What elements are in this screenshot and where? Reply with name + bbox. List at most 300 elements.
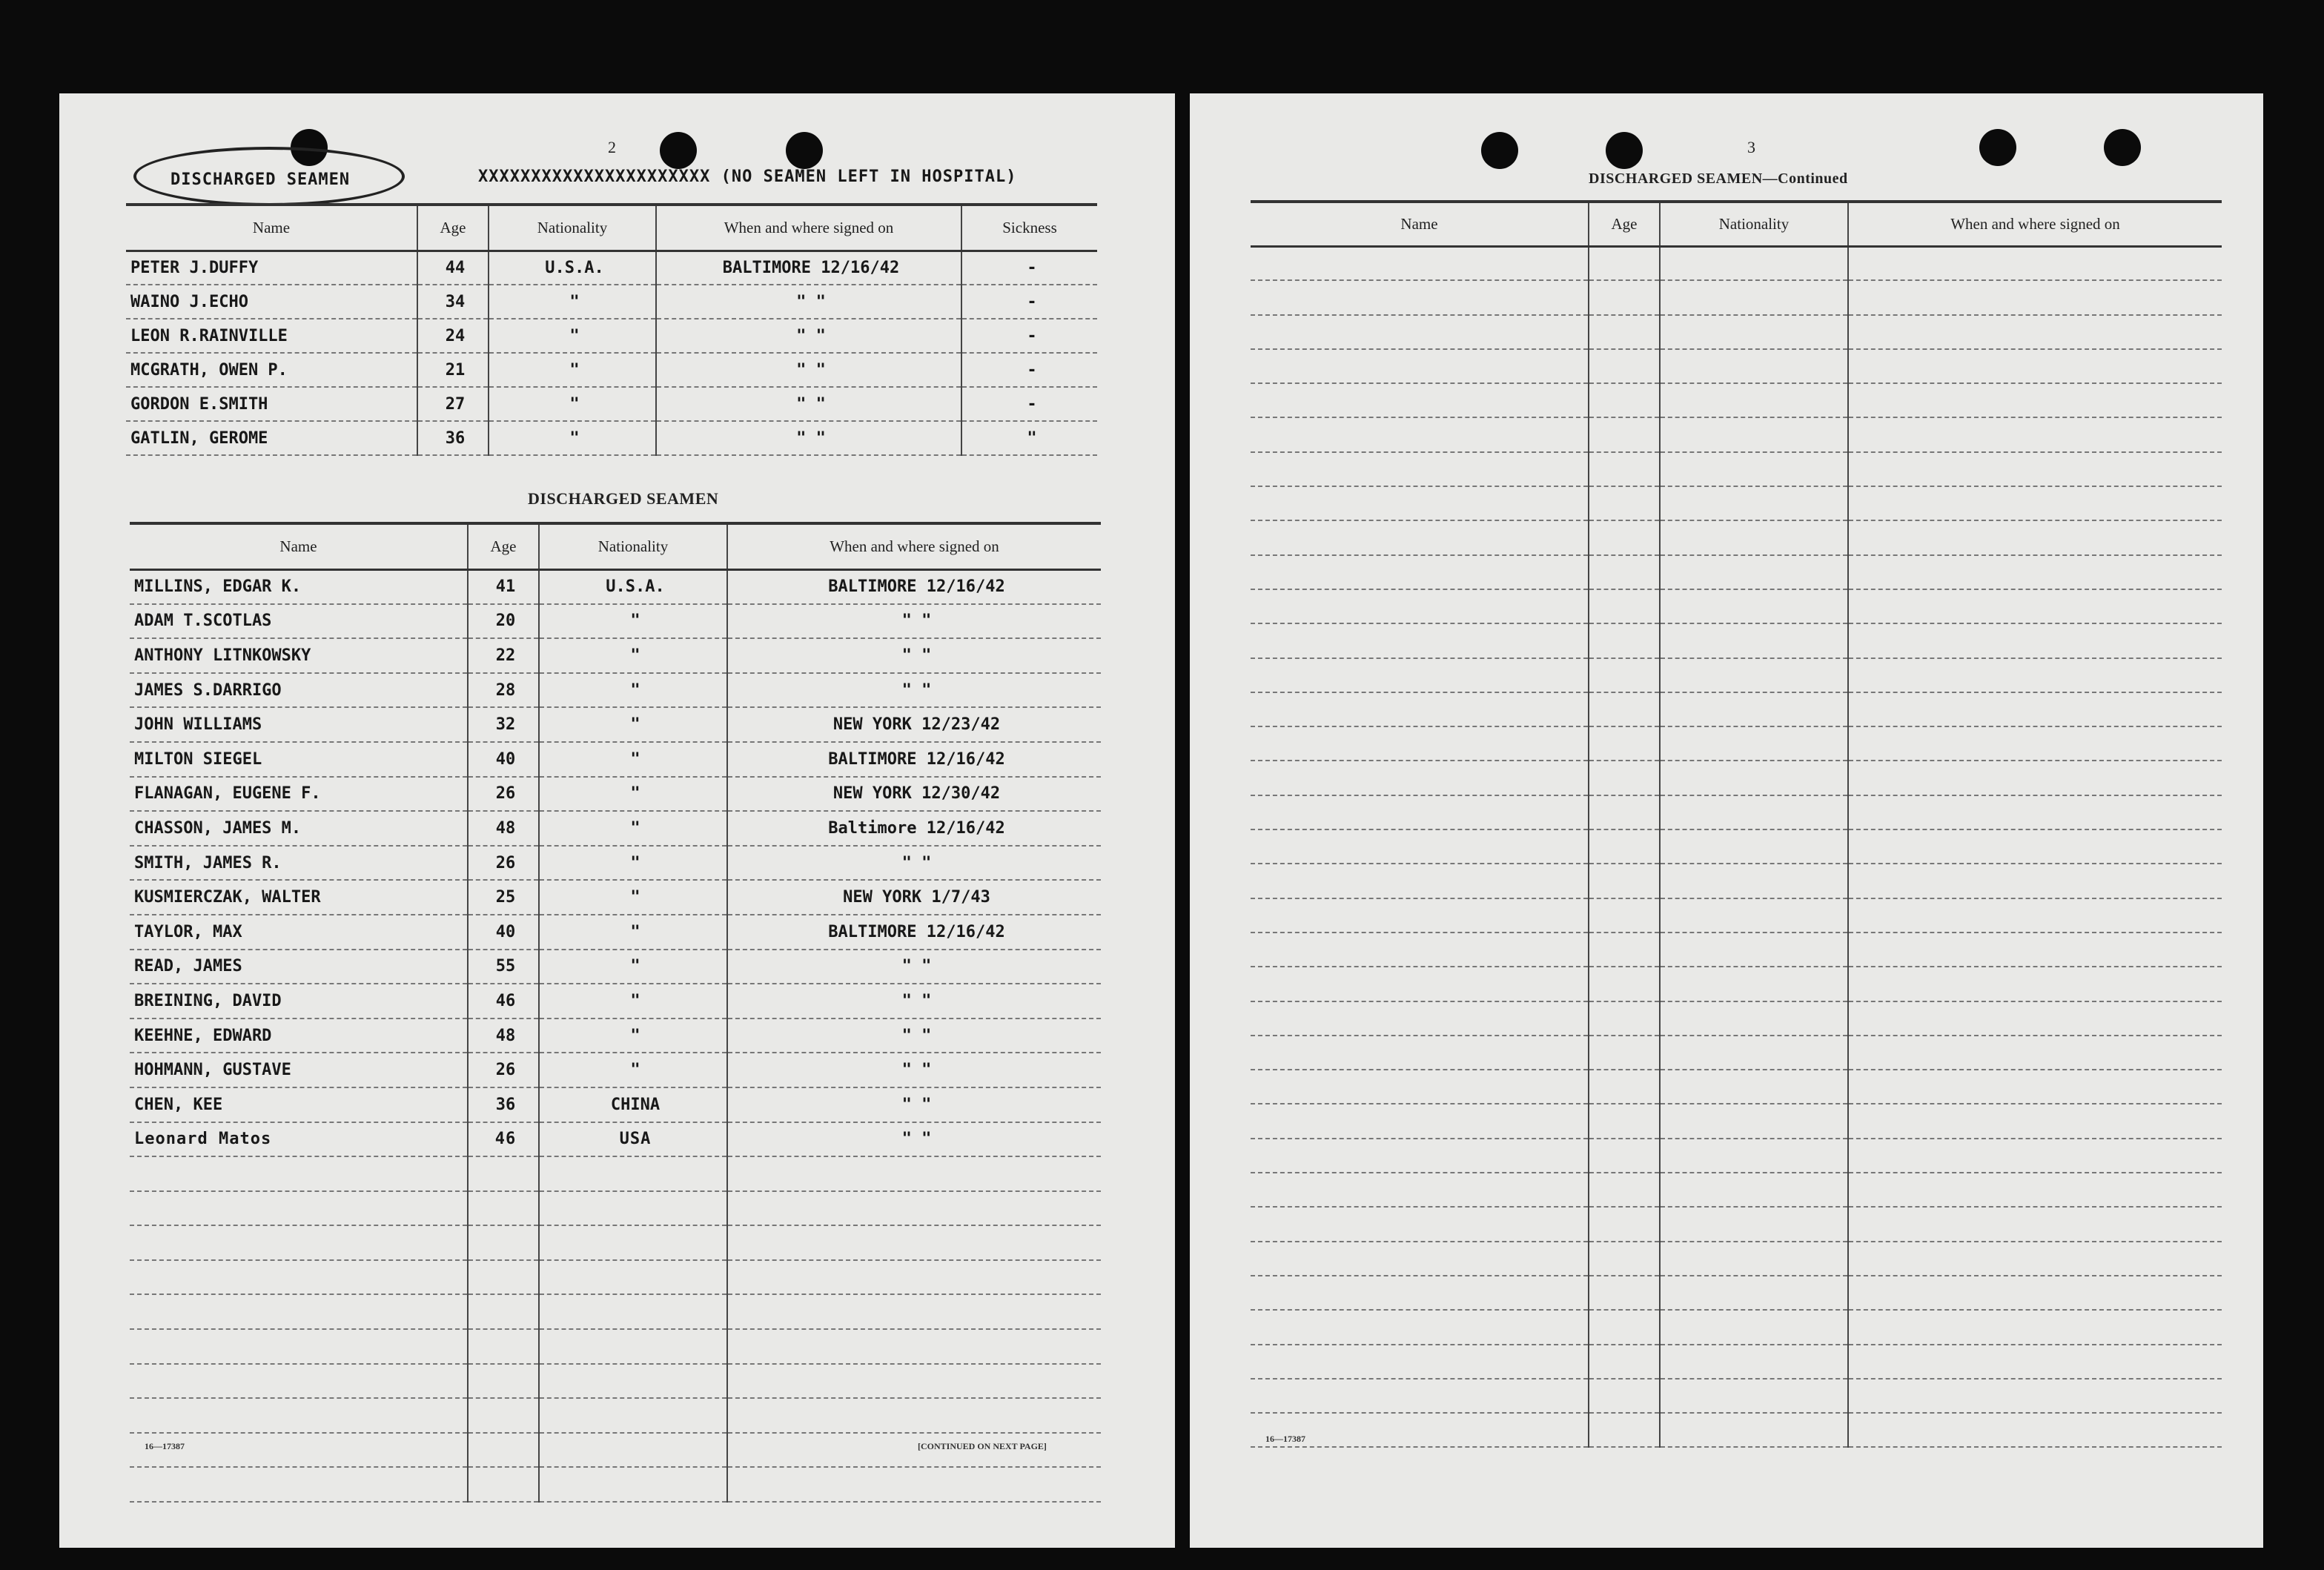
table-cell: [1589, 1310, 1660, 1344]
table-cell: BALTIMORE 12/16/42: [727, 915, 1101, 950]
table-cell: 24: [417, 319, 489, 353]
table-cell: " ": [656, 387, 961, 421]
table-cell: [1251, 864, 1589, 898]
table-row: [1251, 315, 2222, 349]
table-cell: ": [539, 707, 727, 742]
table-cell: [1848, 486, 2222, 520]
table-cell: [1660, 555, 1848, 589]
table-cell: [1660, 761, 1848, 795]
table-cell: [1660, 1413, 1848, 1447]
table-row: [1251, 829, 2222, 864]
table-cell: [1589, 933, 1660, 967]
table-cell: [1589, 520, 1660, 554]
table-cell: [1251, 1104, 1589, 1138]
table-cell: MCGRATH, OWEN P.: [126, 353, 417, 387]
table-cell: [1589, 658, 1660, 692]
table-row: [1251, 1139, 2222, 1173]
punch-hole: [786, 132, 823, 169]
table-row: [130, 1294, 1101, 1329]
right-page: [1190, 93, 2263, 1548]
table-row: [1251, 349, 2222, 383]
table-cell: SMITH, JAMES R.: [130, 846, 468, 881]
table-cell: [1251, 452, 1589, 486]
table-cell: [1251, 417, 1589, 451]
table-cell: [468, 1191, 539, 1226]
table-cell: 55: [468, 950, 539, 984]
hospital-table: [126, 203, 1097, 456]
table-row: [130, 742, 1101, 777]
table-cell: [539, 1294, 727, 1329]
table-cell: [1660, 417, 1848, 451]
table-cell: " ": [727, 984, 1101, 1018]
table-cell: ": [539, 638, 727, 673]
table-cell: [1589, 1139, 1660, 1173]
table-cell: [539, 1191, 727, 1226]
table-cell: 27: [417, 387, 489, 421]
table-cell: [1251, 1207, 1589, 1241]
table-row: [130, 1191, 1101, 1226]
table-cell: [1251, 1345, 1589, 1379]
table-cell: [1660, 933, 1848, 967]
table-cell: [1848, 829, 2222, 864]
table-cell: [468, 1364, 539, 1399]
discharged-table: [130, 522, 1101, 1503]
table-row: [1251, 623, 2222, 658]
table-cell: " ": [727, 950, 1101, 984]
table-cell: [1848, 1070, 2222, 1104]
table-cell: [1660, 898, 1848, 933]
table-cell: [727, 1225, 1101, 1260]
table-cell: [1848, 1173, 2222, 1207]
page-number: 3: [1747, 138, 1755, 156]
table-cell: [1660, 452, 1848, 486]
table-row: [1251, 726, 2222, 761]
table-cell: ": [539, 811, 727, 846]
table-cell: ": [489, 285, 656, 319]
table-cell: [1589, 1104, 1660, 1138]
table-cell: [1251, 1276, 1589, 1310]
table-cell: [539, 1364, 727, 1399]
table-cell: ": [539, 604, 727, 639]
table-cell: JOHN WILLIAMS: [130, 707, 468, 742]
table-cell: LEON R.RAINVILLE: [126, 319, 417, 353]
table-cell: [1848, 555, 2222, 589]
table-row: [1251, 1001, 2222, 1036]
table-cell: [130, 1467, 468, 1502]
table-row: [130, 707, 1101, 742]
table-cell: [1589, 246, 1660, 280]
table-cell: [1251, 623, 1589, 658]
table-cell: [727, 1329, 1101, 1364]
table-cell: NEW YORK 12/23/42: [727, 707, 1101, 742]
table-cell: 20: [468, 604, 539, 639]
section-title: DISCHARGED SEAMEN: [528, 489, 719, 508]
table-cell: U.S.A.: [539, 569, 727, 604]
left-page: [59, 93, 1175, 1548]
table-cell: ": [489, 319, 656, 353]
table-cell: NEW YORK 12/30/42: [727, 777, 1101, 812]
table-cell: [1660, 1242, 1848, 1276]
table-cell: " ": [727, 638, 1101, 673]
continued-table: [1251, 200, 2222, 1448]
table-cell: [1589, 1173, 1660, 1207]
table-cell: [1589, 555, 1660, 589]
table-cell: [1660, 246, 1848, 280]
table-cell: [1660, 315, 1848, 349]
table-cell: GORDON E.SMITH: [126, 387, 417, 421]
table-cell: -: [961, 251, 1097, 285]
table-cell: 26: [468, 846, 539, 881]
table-cell: ": [539, 742, 727, 777]
table-cell: [130, 1260, 468, 1295]
table-cell: [1589, 280, 1660, 314]
table-cell: [1251, 1070, 1589, 1104]
table-row: [130, 1087, 1101, 1122]
table-cell: ADAM T.SCOTLAS: [130, 604, 468, 639]
table-cell: [1848, 520, 2222, 554]
table-cell: -: [961, 285, 1097, 319]
table-cell: [1251, 829, 1589, 864]
table-cell: [1848, 315, 2222, 349]
table-cell: [1660, 623, 1848, 658]
table-cell: [1660, 1310, 1848, 1344]
table-cell: HOHMANN, GUSTAVE: [130, 1053, 468, 1087]
table-row: [126, 251, 1097, 285]
table-cell: [1251, 1242, 1589, 1276]
table-cell: [468, 1294, 539, 1329]
table-cell: [1589, 417, 1660, 451]
table-cell: [1589, 967, 1660, 1001]
table-cell: [1848, 1310, 2222, 1344]
table-cell: [1589, 1001, 1660, 1036]
table-cell: [1251, 555, 1589, 589]
table-cell: " ": [727, 1053, 1101, 1087]
table-cell: [1251, 898, 1589, 933]
table-cell: [1848, 967, 2222, 1001]
table-cell: ": [539, 1018, 727, 1053]
table-row: [130, 604, 1101, 639]
table-cell: [1848, 1379, 2222, 1413]
table-cell: [1848, 452, 2222, 486]
form-number: 16—17387: [145, 1441, 185, 1451]
table-cell: " ": [656, 421, 961, 455]
column-header-signed-on: When and where signed on: [727, 523, 1101, 569]
table-cell: [1848, 761, 2222, 795]
table-cell: 40: [468, 915, 539, 950]
table-cell: [539, 1329, 727, 1364]
table-row: [130, 777, 1101, 812]
table-cell: [727, 1467, 1101, 1502]
column-header-name: Name: [126, 205, 417, 251]
table-cell: [539, 1467, 727, 1502]
table-row: [1251, 589, 2222, 623]
table-cell: [1848, 589, 2222, 623]
column-header-age: Age: [1589, 202, 1660, 246]
table-cell: PETER J.DUFFY: [126, 251, 417, 285]
table-cell: 26: [468, 777, 539, 812]
table-cell: [1589, 1242, 1660, 1276]
table-cell: [1589, 589, 1660, 623]
table-cell: " ": [727, 1122, 1101, 1157]
table-cell: BALTIMORE 12/16/42: [727, 742, 1101, 777]
table-cell: [1251, 795, 1589, 829]
table-cell: [1660, 1173, 1848, 1207]
table-cell: [468, 1329, 539, 1364]
table-cell: 44: [417, 251, 489, 285]
table-row: [130, 1122, 1101, 1157]
column-header-name: Name: [1251, 202, 1589, 246]
table-cell: [468, 1467, 539, 1502]
table-cell: 28: [468, 673, 539, 708]
table-cell: [1660, 967, 1848, 1001]
struck-heading: XXXXXXXXXXXXXXXXXXXXXX (NO SEAMEN LEFT IN HOSPITAL): [478, 168, 1017, 186]
table-cell: 22: [468, 638, 539, 673]
table-cell: [1589, 452, 1660, 486]
table-cell: [1848, 795, 2222, 829]
table-row: [1251, 555, 2222, 589]
table-row: [1251, 692, 2222, 726]
table-cell: [1251, 1310, 1589, 1344]
table-cell: Baltimore 12/16/42: [727, 811, 1101, 846]
table-cell: [130, 1191, 468, 1226]
table-row: [130, 1018, 1101, 1053]
column-header-signed-on: When and where signed on: [1848, 202, 2222, 246]
table-cell: [1848, 1104, 2222, 1138]
column-header-name: Name: [130, 523, 468, 569]
table-cell: KUSMIERCZAK, WALTER: [130, 880, 468, 915]
table-cell: [1660, 829, 1848, 864]
table-cell: -: [961, 319, 1097, 353]
table-cell: 46: [468, 1122, 539, 1157]
table-cell: [1589, 623, 1660, 658]
table-row: [126, 285, 1097, 319]
circled-heading: DISCHARGED SEAMEN: [171, 170, 351, 189]
table-cell: [468, 1225, 539, 1260]
table-row: [130, 569, 1101, 604]
table-cell: [1660, 1104, 1848, 1138]
table-row: [1251, 1310, 2222, 1344]
table-cell: [539, 1433, 727, 1468]
punch-hole: [1979, 129, 2016, 166]
table-cell: [1848, 1139, 2222, 1173]
column-header-age: Age: [417, 205, 489, 251]
table-row: [126, 353, 1097, 387]
table-cell: [1660, 1001, 1848, 1036]
table-cell: [1589, 1036, 1660, 1070]
table-cell: [1660, 1379, 1848, 1413]
table-cell: " ": [727, 604, 1101, 639]
column-header-nationality: Nationality: [489, 205, 656, 251]
table-cell: Leonard Matos: [130, 1122, 468, 1157]
table-cell: " ": [656, 353, 961, 387]
table-row: [130, 1329, 1101, 1364]
table-cell: [1660, 1139, 1848, 1173]
table-cell: [1848, 349, 2222, 383]
table-cell: [1848, 383, 2222, 417]
table-cell: [1848, 933, 2222, 967]
column-header-nationality: Nationality: [1660, 202, 1848, 246]
table-cell: [1848, 692, 2222, 726]
table-cell: [1848, 1207, 2222, 1241]
table-row: [130, 846, 1101, 881]
table-row: [130, 984, 1101, 1018]
table-cell: [1848, 1345, 2222, 1379]
table-cell: " ": [656, 319, 961, 353]
table-cell: 40: [468, 742, 539, 777]
column-header-sickness: Sickness: [961, 205, 1097, 251]
table-cell: [1660, 692, 1848, 726]
table-cell: U.S.A.: [489, 251, 656, 285]
table-row: [1251, 417, 2222, 451]
table-row: [1251, 452, 2222, 486]
table-cell: [1589, 829, 1660, 864]
table-row: [130, 1260, 1101, 1295]
table-cell: ": [961, 421, 1097, 455]
table-cell: [1251, 486, 1589, 520]
table-cell: ANTHONY LITNKOWSKY: [130, 638, 468, 673]
table-cell: [1251, 1379, 1589, 1413]
punch-hole: [1481, 132, 1518, 169]
table-cell: [1589, 1413, 1660, 1447]
table-cell: READ, JAMES: [130, 950, 468, 984]
table-cell: [1251, 589, 1589, 623]
table-row: [1251, 486, 2222, 520]
table-cell: [1589, 1207, 1660, 1241]
table-cell: FLANAGAN, EUGENE F.: [130, 777, 468, 812]
table-cell: [1589, 761, 1660, 795]
table-row: [1251, 898, 2222, 933]
table-cell: [130, 1156, 468, 1191]
table-cell: [1660, 726, 1848, 761]
table-cell: [1251, 692, 1589, 726]
table-cell: [1660, 1345, 1848, 1379]
table-cell: [727, 1156, 1101, 1191]
table-cell: [1660, 280, 1848, 314]
table-cell: [1848, 417, 2222, 451]
table-cell: [130, 1398, 468, 1433]
table-cell: 48: [468, 1018, 539, 1053]
table-cell: [1848, 1276, 2222, 1310]
table-cell: [1660, 1036, 1848, 1070]
table-cell: [1589, 1379, 1660, 1413]
table-row: [126, 387, 1097, 421]
table-cell: [1589, 383, 1660, 417]
table-cell: ": [539, 1053, 727, 1087]
table-cell: MILTON SIEGEL: [130, 742, 468, 777]
table-cell: NEW YORK 1/7/43: [727, 880, 1101, 915]
table-cell: [1251, 1001, 1589, 1036]
table-cell: [1848, 1242, 2222, 1276]
table-cell: " ": [727, 673, 1101, 708]
table-cell: [1848, 1001, 2222, 1036]
table-cell: [1589, 692, 1660, 726]
table-row: [130, 1398, 1101, 1433]
table-cell: [727, 1398, 1101, 1433]
table-row: [130, 1053, 1101, 1087]
table-cell: [130, 1294, 468, 1329]
table-cell: [1589, 898, 1660, 933]
table-cell: [468, 1398, 539, 1433]
table-cell: [539, 1398, 727, 1433]
table-cell: [1660, 589, 1848, 623]
table-cell: " ": [727, 846, 1101, 881]
table-cell: [1660, 864, 1848, 898]
table-cell: [727, 1294, 1101, 1329]
table-cell: -: [961, 353, 1097, 387]
table-cell: [1660, 795, 1848, 829]
table-row: [1251, 933, 2222, 967]
punch-hole: [2104, 129, 2141, 166]
table-cell: ": [539, 950, 727, 984]
table-cell: [1251, 280, 1589, 314]
table-row: [130, 1467, 1101, 1502]
table-cell: 25: [468, 880, 539, 915]
table-cell: [1589, 315, 1660, 349]
table-row: [1251, 280, 2222, 314]
table-cell: MILLINS, EDGAR K.: [130, 569, 468, 604]
form-number: 16—17387: [1265, 1434, 1305, 1444]
table-row: [1251, 1070, 2222, 1104]
table-cell: [1251, 520, 1589, 554]
table-row: [130, 1225, 1101, 1260]
column-header-nationality: Nationality: [539, 523, 727, 569]
table-cell: [1660, 1207, 1848, 1241]
table-row: [130, 950, 1101, 984]
table-row: [1251, 1276, 2222, 1310]
table-cell: [1251, 1173, 1589, 1207]
table-row: [1251, 246, 2222, 280]
column-header-signed-on: When and where signed on: [656, 205, 961, 251]
table-cell: [1251, 315, 1589, 349]
table-row: [1251, 383, 2222, 417]
table-cell: " ": [656, 285, 961, 319]
table-cell: [1848, 898, 2222, 933]
table-cell: ": [539, 915, 727, 950]
table-cell: [468, 1156, 539, 1191]
table-cell: [130, 1364, 468, 1399]
table-cell: WAINO J.ECHO: [126, 285, 417, 319]
table-cell: [468, 1433, 539, 1468]
table-cell: [1848, 246, 2222, 280]
table-row: [1251, 1173, 2222, 1207]
table-cell: [1251, 761, 1589, 795]
table-cell: [1251, 933, 1589, 967]
table-row: [1251, 795, 2222, 829]
table-cell: [539, 1225, 727, 1260]
continued-note: [CONTINUED ON NEXT PAGE]: [918, 1441, 1047, 1451]
table-row: [1251, 1207, 2222, 1241]
table-cell: [1848, 658, 2222, 692]
table-row: [126, 421, 1097, 455]
table-row: [126, 319, 1097, 353]
table-cell: ": [539, 673, 727, 708]
table-row: [130, 673, 1101, 708]
table-row: [1251, 658, 2222, 692]
table-cell: [1251, 1036, 1589, 1070]
column-header-age: Age: [468, 523, 539, 569]
table-cell: BREINING, DAVID: [130, 984, 468, 1018]
table-cell: ": [539, 880, 727, 915]
table-cell: [1848, 1036, 2222, 1070]
table-cell: [1589, 486, 1660, 520]
table-cell: USA: [539, 1122, 727, 1157]
table-cell: " ": [727, 1018, 1101, 1053]
table-row: [130, 915, 1101, 950]
table-cell: BALTIMORE 12/16/42: [727, 569, 1101, 604]
table-row: [1251, 1345, 2222, 1379]
table-cell: [1848, 623, 2222, 658]
table-cell: CHEN, KEE: [130, 1087, 468, 1122]
